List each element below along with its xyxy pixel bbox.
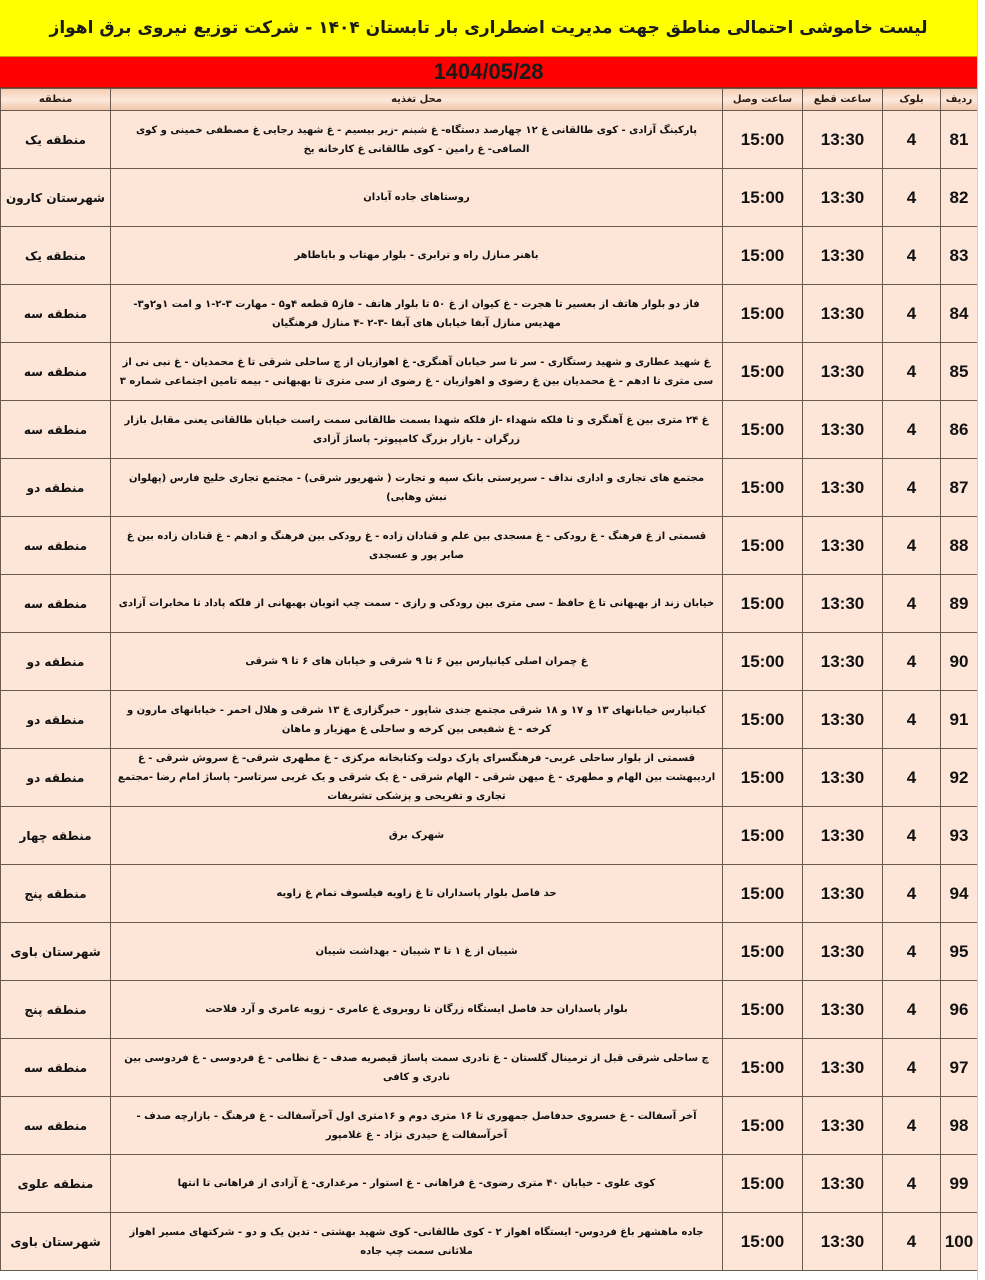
region-cell: منطقه دو xyxy=(1,633,111,691)
restore-time-cell: 15:00 xyxy=(723,807,803,865)
outage-table xyxy=(0,88,978,1271)
table-row xyxy=(1,1155,978,1213)
location-cell: باهنر منازل راه و ترابری - بلوار مهتاب و باباطاهر xyxy=(111,227,723,285)
block-cell: 4 xyxy=(883,691,941,749)
cut-time-cell: 13:30 xyxy=(803,981,883,1039)
table-row xyxy=(1,575,978,633)
location-cell: شیبان از غ ۱ تا ۳ شیبان - بهداشت شیبان xyxy=(111,923,723,981)
block-cell: 4 xyxy=(883,1213,941,1271)
header-block: بلوک xyxy=(883,89,941,111)
table-row xyxy=(1,343,978,401)
table-row xyxy=(1,285,978,343)
location-cell: غ شهید عطاری و شهید رستگاری - سر تا سر خیابان آهنگری- غ اهوازیان از چ ساحلی شرقی تا غ محمدیان - غ نبی نی از سی متری تا ادهم - غ محمدیان بین غ رضوی و اهوازیان - غ رضوی از سی متری تا بهبهانی - بیمه تامین اجتماعی شماره ۳ xyxy=(111,343,723,401)
restore-time-cell: 15:00 xyxy=(723,285,803,343)
block-cell: 4 xyxy=(883,865,941,923)
location-cell: غ چمران اصلی کیانپارس بین ۶ تا ۹ شرقی و خیابان های ۶ تا ۹ شرقی xyxy=(111,633,723,691)
region-cell: منطقه یک xyxy=(1,111,111,169)
cut-time-cell: 13:30 xyxy=(803,1097,883,1155)
row-number-cell: 96 xyxy=(941,981,978,1039)
block-cell: 4 xyxy=(883,633,941,691)
restore-time-cell: 15:00 xyxy=(723,865,803,923)
table-row xyxy=(1,169,978,227)
restore-time-cell: 15:00 xyxy=(723,227,803,285)
table-row xyxy=(1,981,978,1039)
location-cell: فاز دو بلوار هاتف از بعسیر تا هجرت - غ کیوان از غ ۵۰ تا بلوار هاتف - فاز۵ قطعه ۴و۵ - مهارت ۳-۲-۱ و امت ۱و۲و۳- مهدیس منازل آبفا خیابان های آبفا -۳-۲ -۴ منازل فرهنگیان xyxy=(111,285,723,343)
restore-time-cell: 15:00 xyxy=(723,169,803,227)
restore-time-cell: 15:00 xyxy=(723,401,803,459)
block-cell: 4 xyxy=(883,517,941,575)
row-number-cell: 88 xyxy=(941,517,978,575)
restore-time-cell: 15:00 xyxy=(723,517,803,575)
location-cell: پارکینگ آزادی - کوی طالقانی غ ۱۲ چهارصد دستگاه- غ شبنم -زیر بیسیم - غ شهید رجایی غ مصطفی خمینی و کوی الصافی- غ رامین - کوی طالقانی غ کارخانه یخ xyxy=(111,111,723,169)
restore-time-cell: 15:00 xyxy=(723,749,803,807)
table-row xyxy=(1,923,978,981)
cut-time-cell: 13:30 xyxy=(803,575,883,633)
cut-time-cell: 13:30 xyxy=(803,459,883,517)
restore-time-cell: 15:00 xyxy=(723,633,803,691)
row-number-cell: 97 xyxy=(941,1039,978,1097)
cut-time-cell: 13:30 xyxy=(803,807,883,865)
location-cell: کیانپارس خیابانهای ۱۳ و ۱۷ و ۱۸ شرقی مجتمع جندی شاپور - خبرگزاری غ ۱۳ شرقی و هلال احمر - خیابانهای مارون و کرخه - غ شفیعی بین کرخه و ساحلی غ مهزیار و ماهان xyxy=(111,691,723,749)
table-header-row xyxy=(1,89,978,111)
block-cell: 4 xyxy=(883,923,941,981)
row-number-cell: 93 xyxy=(941,807,978,865)
table-row xyxy=(1,749,978,807)
location-cell: شهرک برق xyxy=(111,807,723,865)
region-cell: منطقه یک xyxy=(1,227,111,285)
cut-time-cell: 13:30 xyxy=(803,633,883,691)
row-number-cell: 90 xyxy=(941,633,978,691)
region-cell: شهرستان باوی xyxy=(1,1213,111,1271)
schedule-date: 1404/05/28 xyxy=(0,57,977,88)
cut-time-cell: 13:30 xyxy=(803,285,883,343)
row-number-cell: 95 xyxy=(941,923,978,981)
table-row xyxy=(1,227,978,285)
region-cell: منطقه سه xyxy=(1,575,111,633)
row-number-cell: 99 xyxy=(941,1155,978,1213)
header-restore-time: ساعت وصل xyxy=(723,89,803,111)
cut-time-cell: 13:30 xyxy=(803,1039,883,1097)
block-cell: 4 xyxy=(883,401,941,459)
table-row xyxy=(1,1097,978,1155)
table-row xyxy=(1,517,978,575)
table-row xyxy=(1,807,978,865)
block-cell: 4 xyxy=(883,1039,941,1097)
header-cut-time: ساعت قطع xyxy=(803,89,883,111)
row-number-cell: 85 xyxy=(941,343,978,401)
row-number-cell: 86 xyxy=(941,401,978,459)
location-cell: جاده ماهشهر باغ فردوس- ایستگاه اهواز ۲ - کوی طالقانی- کوی شهید بهشتی - تدین یک و دو - شرکتهای مسیر اهواز ملاثانی سمت چپ جاده xyxy=(111,1213,723,1271)
row-number-cell: 92 xyxy=(941,749,978,807)
region-cell: منطقه سه xyxy=(1,517,111,575)
block-cell: 4 xyxy=(883,111,941,169)
restore-time-cell: 15:00 xyxy=(723,981,803,1039)
location-cell: چ ساحلی شرقی قبل از ترمینال گلستان - غ نادری سمت پاساژ قیصریه صدف - غ نظامی - غ فردوسی - غ فردوسی بین نادری و کافی xyxy=(111,1039,723,1097)
restore-time-cell: 15:00 xyxy=(723,691,803,749)
row-number-cell: 83 xyxy=(941,227,978,285)
location-cell: خیابان زند از بهبهانی تا غ حافظ - سی متری بین رودکی و رازی - سمت چپ اتوبان بهبهانی از فلکه پاداد تا مخابرات آزادی xyxy=(111,575,723,633)
block-cell: 4 xyxy=(883,227,941,285)
block-cell: 4 xyxy=(883,807,941,865)
region-cell: منطقه سه xyxy=(1,1097,111,1155)
location-cell: مجتمع های تجاری و اداری نداف - سرپرستی بانک سپه و تجارت ( شهریور شرقی) - مجتمع تجاری خلیج فارس (پهلوان نبش وهابی) xyxy=(111,459,723,517)
region-cell: منطقه چهار xyxy=(1,807,111,865)
cut-time-cell: 13:30 xyxy=(803,691,883,749)
block-cell: 4 xyxy=(883,285,941,343)
location-cell: بلوار پاسداران حد فاصل ایستگاه زرگان تا روبروی غ عامری - زویه عامری و آرد فلاحت xyxy=(111,981,723,1039)
cut-time-cell: 13:30 xyxy=(803,1155,883,1213)
cut-time-cell: 13:30 xyxy=(803,749,883,807)
restore-time-cell: 15:00 xyxy=(723,923,803,981)
region-cell: شهرستان کارون xyxy=(1,169,111,227)
row-number-cell: 98 xyxy=(941,1097,978,1155)
region-cell: منطقه سه xyxy=(1,401,111,459)
location-cell: کوی علوی - خیابان ۴۰ متری رضوی- غ فراهانی - غ استوار - مرغداری- غ آزادی از فراهانی تا انتها xyxy=(111,1155,723,1213)
block-cell: 4 xyxy=(883,459,941,517)
block-cell: 4 xyxy=(883,981,941,1039)
block-cell: 4 xyxy=(883,1097,941,1155)
block-cell: 4 xyxy=(883,343,941,401)
restore-time-cell: 15:00 xyxy=(723,1097,803,1155)
region-cell: منطقه دو xyxy=(1,749,111,807)
header-row-number: ردیف xyxy=(941,89,978,111)
row-number-cell: 91 xyxy=(941,691,978,749)
block-cell: 4 xyxy=(883,169,941,227)
region-cell: منطقه سه xyxy=(1,285,111,343)
location-cell: روستاهای جاده آبادان xyxy=(111,169,723,227)
cut-time-cell: 13:30 xyxy=(803,517,883,575)
table-row xyxy=(1,401,978,459)
region-cell: منطقه پنج xyxy=(1,981,111,1039)
location-cell: قسمتی از غ فرهنگ - غ رودکی - غ مسجدی بین علم و قنادان زاده - غ رودکی بین فرهنگ و ادهم - غ قنادان زاده بین غ صابر پور و عسجدی xyxy=(111,517,723,575)
restore-time-cell: 15:00 xyxy=(723,575,803,633)
region-cell: شهرستان باوی xyxy=(1,923,111,981)
cut-time-cell: 13:30 xyxy=(803,923,883,981)
restore-time-cell: 15:00 xyxy=(723,1039,803,1097)
region-cell: منطقه پنج xyxy=(1,865,111,923)
region-cell: منطقه علوی xyxy=(1,1155,111,1213)
restore-time-cell: 15:00 xyxy=(723,1155,803,1213)
region-cell: منطقه سه xyxy=(1,1039,111,1097)
row-number-cell: 87 xyxy=(941,459,978,517)
cut-time-cell: 13:30 xyxy=(803,227,883,285)
row-number-cell: 82 xyxy=(941,169,978,227)
table-row xyxy=(1,865,978,923)
region-cell: منطقه دو xyxy=(1,691,111,749)
location-cell: حد فاصل بلوار پاسداران تا غ زاویه فیلسوف تمام غ زاویه xyxy=(111,865,723,923)
location-cell: غ ۲۴ متری بین غ آهنگری و تا فلکه شهداء -از فلکه شهدا بسمت طالقانی سمت راست خیابان طالقانی یعنی مقابل بازار زرگران - بازار بزرگ کامپیوتر- پاساژ آزادی xyxy=(111,401,723,459)
restore-time-cell: 15:00 xyxy=(723,343,803,401)
header-region: منطقه xyxy=(1,89,111,111)
header-location: محل تغذیه xyxy=(111,89,723,111)
restore-time-cell: 15:00 xyxy=(723,459,803,517)
region-cell: منطقه سه xyxy=(1,343,111,401)
table-row xyxy=(1,1039,978,1097)
restore-time-cell: 15:00 xyxy=(723,1213,803,1271)
row-number-cell: 100 xyxy=(941,1213,978,1271)
region-cell: منطقه دو xyxy=(1,459,111,517)
page-edge xyxy=(977,0,985,1280)
block-cell: 4 xyxy=(883,1155,941,1213)
row-number-cell: 81 xyxy=(941,111,978,169)
cut-time-cell: 13:30 xyxy=(803,111,883,169)
table-row xyxy=(1,459,978,517)
row-number-cell: 94 xyxy=(941,865,978,923)
cut-time-cell: 13:30 xyxy=(803,401,883,459)
cut-time-cell: 13:30 xyxy=(803,865,883,923)
restore-time-cell: 15:00 xyxy=(723,111,803,169)
row-number-cell: 84 xyxy=(941,285,978,343)
row-number-cell: 89 xyxy=(941,575,978,633)
cut-time-cell: 13:30 xyxy=(803,1213,883,1271)
location-cell: قسمتی از بلوار ساحلی غربی- فرهنگسرای پارک دولت وکتابخانه مرکزی - غ مطهری شرقی- غ سروش شرقی - غ اردیبهشت بین الهام و مطهری - غ میهن شرقی - الهام شرقی - غ یک شرقی و یک غربی سرتاسر- پاساژ امام رضا -مجتمع تجاری و تفریحی و پزشکی تشریفات xyxy=(111,749,723,807)
table-row xyxy=(1,633,978,691)
page-title: لیست خاموشی احتمالی مناطق جهت مدیریت اضطراری بار تابستان ۱۴۰۴ - شرکت توزیع نیروی برق اهواز xyxy=(0,0,977,57)
block-cell: 4 xyxy=(883,575,941,633)
table-row xyxy=(1,691,978,749)
block-cell: 4 xyxy=(883,749,941,807)
location-cell: آخر آسفالت - غ خسروی حدفاصل جمهوری تا ۱۶ متری دوم و ۱۶متری اول آخرآسفالت - غ فرهنگ - بازارچه صدف - آخرآسفالت غ حیدری نژاد - غ غلامپور xyxy=(111,1097,723,1155)
cut-time-cell: 13:30 xyxy=(803,169,883,227)
table-row xyxy=(1,111,978,169)
cut-time-cell: 13:30 xyxy=(803,343,883,401)
table-row xyxy=(1,1213,978,1271)
